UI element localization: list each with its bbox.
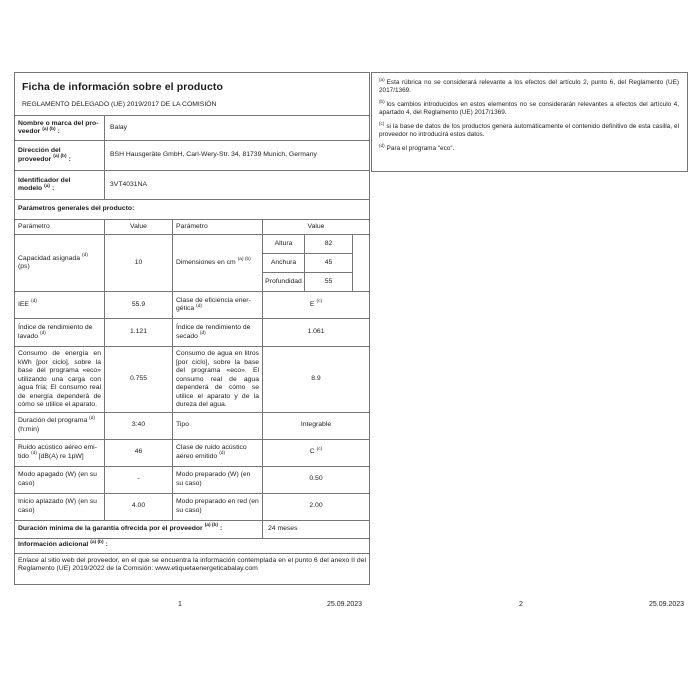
standby-mode-value: 0.50 <box>262 467 369 493</box>
drying-index-label: Índice de rendimiento de secado $^{(d)}$ <box>172 319 262 346</box>
column-header-value-2: Value <box>262 220 369 234</box>
supplier-address-value: BSH Hausgeräte GmbH, Carl-Wery-Str. 34, 81739 Munich, Germany <box>104 141 369 170</box>
water-consumption-value: 8.9 <box>262 347 369 412</box>
delayed-start-value: 4.00 <box>104 494 172 520</box>
capacity-label: Capacidad asignada $^{(d)}$ (ps) <box>18 253 88 270</box>
water-consumption-label: Consumo de agua en litros [por ciclo], sobre la base del programa «eco». El consumo real de agua dependerá de cómo se utilice el aparato y de la dureza del agua. <box>172 347 262 412</box>
dimension-name: Profundidad <box>265 277 302 285</box>
table-row-off-standby <box>15 467 369 494</box>
fiche-header <box>15 73 369 116</box>
energy-class-value: E $^{(c)}$ <box>262 292 369 318</box>
model-id-value: 3VT4031NA <box>104 171 369 199</box>
page-date-left: 25.09.2023 <box>327 601 363 608</box>
warranty-value: 24 meses <box>262 521 369 538</box>
table-row-website-link <box>15 554 369 584</box>
footnotes-panel <box>371 72 688 172</box>
table-row-additional-info <box>15 539 369 554</box>
network-standby-value: 2.00 <box>262 494 369 520</box>
dimensions-label: Dimensiones en cm $^{(a) (b)}$ <box>172 235 262 291</box>
off-mode-label: Modo apagado (W) (en su caso) <box>18 471 97 487</box>
dimension-name: Altura <box>274 239 293 247</box>
cleaning-index-value: 1.121 <box>104 319 172 346</box>
table-row-model-id <box>15 171 369 200</box>
column-header-param-2: Parámetro <box>172 220 262 234</box>
table-row-duration-type <box>15 413 369 440</box>
cleaning-index-label: Índice de rendimiento de lavado $^{(d)}$ <box>18 324 93 340</box>
dimensions-subtable-cell <box>262 235 369 291</box>
table-header-row <box>15 220 369 235</box>
dimension-name: Anchura <box>270 258 297 266</box>
energy-class-label: Clase de eficiencia energética $^{(d)}$ <box>172 292 262 318</box>
additional-info-label: Información adicional $^{(a) (b)}$ : <box>18 539 108 549</box>
dimension-value: 82 <box>304 235 352 253</box>
footnote-c: $^{(c)}$ si la base de datos de los productos genera automáticamente el contenido definitivo de esta casilla, el proveedor no introducirá estos datos. <box>379 120 679 138</box>
energy-consumption-label: Consumo de energía en kWh [por ciclo], sobre la base del programa «eco» utilizando una carga con agua fría; El consumo real de energía dependerá de cómo se utilice el aparato. <box>18 350 101 408</box>
footnote-marker: (b) <box>379 98 385 104</box>
dimension-row-height <box>263 235 352 254</box>
dimensions-subtable <box>263 235 353 291</box>
website-link-text: Enlace al sitio web del proveedor, en el que se encuentra la información contemplada en el punto 6 del anexo II del Reglamento (UE) 2019/2022 de la Comisión: www.etiquetaenergeticabalay.com <box>18 556 366 572</box>
dimension-row-width <box>263 254 352 273</box>
table-row-supplier-name <box>15 116 369 141</box>
page-date-right: 25.09.2023 <box>649 601 685 608</box>
dimension-value: 45 <box>304 254 352 272</box>
table-row-noise <box>15 440 369 467</box>
noise-class-label: Clase de ruido acústico aéreo emitido $^{(d)}$ <box>172 440 262 466</box>
section-title: Parámetros generales del producto: <box>18 205 135 213</box>
capacity-value: 10 <box>104 235 172 291</box>
table-row-eei-energy-class <box>15 292 369 319</box>
footnote-marker: (d) <box>379 142 385 148</box>
model-id-label: Identificador del modelo $^{(a)}$ : <box>18 176 71 192</box>
footnote-b: $^{(b)}$ los cambios introducidos en estos elementos no se considerarán relevantes a efectos del artículo 4, apartado 4, del Reglamento (UE) 2017/1369. <box>379 98 679 116</box>
program-duration-value: 3:40 <box>104 413 172 439</box>
footnote-marker: (a) <box>379 76 385 82</box>
eei-value: 55.9 <box>104 292 172 318</box>
type-label: Tipo <box>172 413 262 439</box>
delayed-start-label: Inicio aplazado (W) (en su caso) <box>18 498 97 514</box>
dimensions-gap <box>353 235 369 291</box>
table-row-performance-index <box>15 319 369 347</box>
table-row-supplier-address <box>15 141 369 171</box>
product-fiche <box>14 72 370 585</box>
warranty-label: Duración mínima de la garantía ofrecida por el proveedor $^{(a) (b)}$ : <box>18 523 223 532</box>
table-row-delay-network <box>15 494 369 521</box>
noise-class-value: C $^{(c)}$ <box>262 440 369 466</box>
footnote-d: $^{(d)}$ Para el programa "eco". <box>379 142 455 152</box>
regulation-subtitle: REGLAMENTO DELEGADO (UE) 2019/2017 DE LA COMISIÓN <box>22 101 217 108</box>
supplier-address-label: Dirección del proveedor $^{(a) (b)}$ : <box>18 147 71 163</box>
noise-value: 46 <box>104 440 172 466</box>
footnote-marker: (c) <box>379 120 385 126</box>
page-number-right: 2 <box>519 601 523 608</box>
eei-label: IEE $^{(d)}$ <box>18 299 37 308</box>
noise-label: Ruido acústico aéreo emitido $^{(d)}$ [dB(A) re 1pW] <box>18 444 97 460</box>
supplier-name-label: Nombre o marca del proveedor $^{(a) (b)}$ : <box>18 119 99 135</box>
standby-mode-label: Modo preparado (W) (en su caso) <box>172 467 262 493</box>
dimension-value: 55 <box>304 273 352 291</box>
table-row-warranty <box>15 521 369 539</box>
program-duration-label: Duración del programa $^{(d)}$ (h:min) <box>18 415 96 433</box>
network-standby-label: Modo preparado en red (en su caso) <box>172 494 262 520</box>
footnote-a: $^{(a)}$ Esta rúbrica no se considerará relevante a los efectos del artículo 2, punto 6, del Reglamento (UE) 2017/1369. <box>379 76 679 94</box>
table-row-capacity-dimensions <box>15 235 369 292</box>
dimension-row-depth <box>263 273 352 291</box>
drying-index-value: 1.061 <box>262 319 369 346</box>
type-value: Integrable <box>262 413 369 439</box>
page-number-left: 1 <box>178 601 182 608</box>
column-header-param-1: Parámetro <box>18 222 50 230</box>
page-title: Ficha de información sobre el producto <box>22 81 223 93</box>
column-header-value-1: Value <box>104 220 172 234</box>
supplier-name-value: Balay <box>104 116 369 140</box>
energy-consumption-value: 0.755 <box>104 347 172 412</box>
off-mode-value: - <box>104 467 172 493</box>
table-row-consumption <box>15 347 369 413</box>
table-row-section-title <box>15 200 369 220</box>
